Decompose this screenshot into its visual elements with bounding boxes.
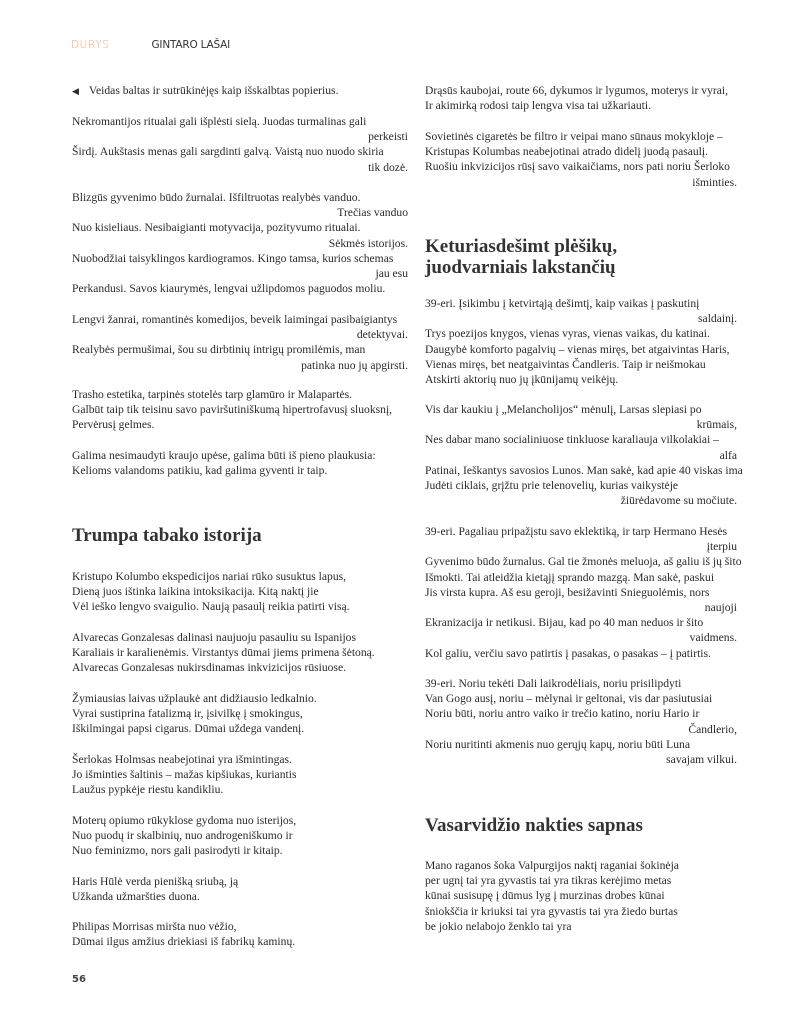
verse-line: Moterų opiumo rūkyklose gydoma nuo isterijos, [72, 814, 297, 827]
verse-line: Vėl ieško lengvo svaigulio. Naują pasaulį reikia patirti visą. [72, 600, 350, 614]
verse-line: Ir akimirką rodosi taip lengva visa tai užkariauti. [425, 99, 652, 113]
verse-line: patinka nuo jų apgirsti. [301, 358, 408, 372]
verse-line: Jis virsta kupra. Aš esu geroji, besižavinti Snieguolėmis, nors [425, 585, 710, 599]
poem-title-line: juodvarniais lakstančių [425, 257, 616, 278]
verse-line: Van Gogo ausį, noriu – mėlynai ir geltonai, vis dar pasiutusiai [425, 692, 713, 706]
poem-title: Trumpa tabako istorija [72, 525, 262, 546]
verse-line: šniokščia ir kriuksi tai yra gyvastis tai yra žiedo burtas [425, 904, 678, 918]
verse-line: Gyvenimo būdo žurnalus. Gal tie žmonės meluoja, aš galiu iš jų šito [425, 555, 742, 569]
verse-line: Galima nesimaudyti kraujo upėse, galima būti iš pieno plaukusia: [72, 449, 376, 462]
verse-line: Nuo feminizmo, nors gali pasirodyti ir kitaip. [72, 844, 283, 858]
verse-line: Karaliais ir karalienėmis. Virstantys dūmai jiems primena šėtoną. [72, 646, 375, 660]
poem-title-line: Keturiasdešimt plėšikų, [425, 236, 618, 257]
verse-line: naujoji [704, 601, 737, 615]
magazine-brand: DURYS [71, 39, 110, 51]
verse-line: jau esu [375, 267, 408, 281]
verse-line: saldainį. [698, 312, 737, 326]
verse-line: Sėkmės istorijos. [328, 236, 408, 250]
verse-line: Atskirti aktorių nuo jų įkūnijamų veikėjų. [425, 373, 619, 387]
verse-line: žiūrėdavome su močiute. [620, 494, 737, 508]
verse-line: įterpiu [706, 540, 737, 554]
verse-line: Pervėrusį gelmes. [72, 418, 155, 432]
verse-line: Dieną juos ištinka laikina intoksikacija. Kitą naktį jie [72, 585, 319, 599]
verse-line: išminties. [692, 175, 737, 189]
stanza [72, 387, 408, 433]
verse-line: Galbūt taip tik teisinu savo paviršutiniškumą hipertrofavusį sluoksnį, [72, 403, 393, 417]
verse-line: Ruošiu inkvizicijos rūsį savo vaikaičiams, nors pati noriu Šerloko [425, 160, 730, 174]
stanza [72, 813, 408, 859]
verse-line: tik dozė. [368, 160, 408, 174]
verse-line: Nuobodžiai taisyklingos kardiogramos. Kingo tamsa, kurios schemas [72, 251, 394, 265]
verse-line: Laužus pypkėje riestu kandikliu. [72, 783, 224, 797]
page-number: 56 [72, 974, 86, 985]
verse-line: Trečias vanduo [337, 206, 408, 220]
stanza [72, 752, 408, 798]
verse-line: Nuo puodų ir skalbinių, nuo androgeniškumo ir [72, 829, 293, 843]
verse-line: 39-eri. Noriu tekėti Dali laikrodėliais, noriu prisilipdyti [425, 677, 682, 690]
verse-line: Nes dabar mano socialiniuose tinkluose karaliauja vilkolakiai – [425, 433, 719, 447]
verse-line: Iškilmingai papsi cigarus. Dūmai uždega vandenį. [72, 722, 305, 736]
verse-line: Žymiausias laivas užplaukė ant didžiausio ledkalnio. [72, 692, 317, 705]
verse-line: Kol galiu, verčiu savo patirtis į pasakas, o pasakas – į patirtis. [425, 646, 711, 660]
verse-line: Užkanda užmaršties duona. [72, 890, 200, 904]
verse-line: Alvarecas Gonzalesas dalinasi naujuoju pasauliu su Ispanijos [72, 631, 356, 644]
verse-line: Judėti ciklais, grįžtu prie telenovelių, kurias vaikystėje [425, 479, 679, 493]
verse-line: Čandlerio, [688, 722, 737, 736]
verse-line: Kristupo Kolumbo ekspedicijos nariai rūko susuktus lapus, [72, 570, 347, 583]
stanza [425, 524, 742, 661]
verse-line: Širdį. Aukštasis menas gali sargdinti galvą. Vaistą nuo nuodo skiria [72, 145, 384, 159]
verse-line: Jo išminties šaltinis – mažas kipšiukas, kuriantis [72, 768, 297, 782]
verse-line: Haris Hūlė verda pienišką sriubą, ją [72, 875, 239, 888]
stanza [425, 83, 737, 113]
stanza [72, 569, 408, 615]
verse-line: be jokio nelabojo ženklo tai yra [425, 919, 572, 933]
stanza [72, 919, 408, 949]
verse-line: Trys poezijos knygos, vienas vyras, vienas vaikas, du katinai. [425, 327, 710, 341]
verse-line: Noriu nuritinti akmenis nuo gerųjų kapų, noriu būti Luna [425, 737, 691, 751]
verse-line: Kelioms valandoms patikiu, kad galima gyventi ir taip. [72, 464, 328, 478]
verse-line: Išmokti. Tai atleidžia kietąjį sprando mazgą. Man sakė, paskui [425, 570, 715, 584]
verse-line: detektyvai. [356, 328, 408, 342]
stanza [72, 448, 408, 478]
verse-line: Sovietinės cigaretės be filtro ir veipai mano sūnaus mokykloje – [425, 130, 723, 143]
stanza [72, 190, 408, 296]
verse-line: Drąsūs kaubojai, route 66, dykumos ir lygumos, moterys ir vyrai, [425, 84, 729, 97]
verse-line: Dūmai ilgus amžius driekiasi iš fabrikų kaminų. [72, 935, 296, 949]
verse-line: per ugnį tai yra gyvastis tai yra tikras kerėjimo metas [425, 874, 672, 888]
section-name: GINTARO LAŠAI [151, 39, 231, 51]
verse-line: Alvarecas Gonzalesas nukirsdinamas inkvizicijos rūsiuose. [72, 661, 346, 675]
stanza [72, 114, 408, 175]
poem-title [425, 236, 617, 278]
stanza [425, 129, 737, 190]
verse-line: vaidmens. [689, 631, 737, 645]
verse-line: Šerlokas Holmsas neabejotinai yra išmintingas. [72, 753, 292, 766]
verse-line: krūmais, [696, 418, 737, 432]
stanza [425, 296, 737, 387]
verse-line: alfa [719, 448, 737, 462]
verse-line: kūnai susisupę į dūmus lyg į murzinas drobes kūnai [425, 889, 665, 903]
verse-line: Nekromantijos ritualai gali išplėsti sielą. Juodas turmalinas gali [72, 115, 367, 128]
verse-line: Kristupas Kolumbas neabejotinai atrado didelį juodą pasaulį. [425, 145, 709, 159]
verse-line: Trasho estetika, tarpinės stotelės tarp glamūro ir Malapartės. [72, 388, 353, 401]
verse-line: savajam vilkui. [666, 753, 737, 767]
verse-line: 39-eri. Pagaliau pripažįstu savo eklektiką, ir tarp Hermano Hesės [425, 525, 727, 538]
verse-line: Ekranizacija ir netikusi. Bijau, kad po 40 man neduos ir šito [425, 616, 704, 630]
stanza [72, 83, 408, 99]
verse-line: Lengvi žanrai, romantinės komedijos, beveik laimingai pasibaigiantys [72, 313, 398, 326]
stanza [425, 402, 743, 508]
verse-line: Noriu būti, noriu antro vaiko ir trečio katino, noriu Hario ir [425, 707, 700, 721]
verse-line: Vyrai sustiprina fatalizmą ir, įsivilkę į smokingus, [72, 707, 303, 721]
left-triangle-icon: ◀ [72, 86, 79, 96]
verse-line: Vis dar kaukiu į „Melancholijos“ mėnulį, Larsas slepiasi po [425, 403, 702, 416]
verse-line: Daugybė komforto pagalvių – vienas miręs, bet atgaivintas Haris, [425, 342, 730, 356]
verse-line: Vienas miręs, bet neatgaivintas Čandleris. Taip ir neišmokau [425, 357, 706, 371]
verse-line: Blizgūs gyvenimo būdo žurnalai. Išfiltruotas realybės vanduo. [72, 191, 361, 204]
verse-line: perkeisti [368, 130, 408, 144]
verse-line: Mano raganos šoka Valpurgijos naktį raganiai šokinėja [425, 859, 679, 872]
verse-line: Patinai, Ieškantys savosios Lunos. Man sakė, kad apie 40 viskas ima [425, 463, 743, 477]
stanza [425, 676, 737, 767]
verse-line: Philipas Morrisas miršta nuo vėžio, [72, 920, 237, 933]
stanza [72, 874, 408, 904]
verse-line: 39-eri. Įsikimbu į ketvirtąją dešimtį, kaip vaikas į paskutinį [425, 297, 700, 310]
verse-line: Nuo kisieliaus. Nesibaigianti motyvacija, pozityvumo ritualai. [72, 221, 361, 235]
stanza [425, 858, 737, 934]
stanza [72, 312, 408, 373]
verse-line: Perkandusi. Savos kiaurymės, lengvai užlipdomos paguodos moliu. [72, 282, 386, 296]
running-header [71, 39, 230, 51]
stanza [72, 630, 408, 676]
stanza [72, 691, 408, 737]
poem-title: Vasarvidžio nakties sapnas [425, 815, 643, 836]
verse-line: Realybės permušimai, šou su dirbtinių intrigų promilėmis, man [72, 343, 366, 357]
verse-line: Veidas baltas ir sutrūkinėjęs kaip išskalbtas popierius. [88, 84, 339, 97]
